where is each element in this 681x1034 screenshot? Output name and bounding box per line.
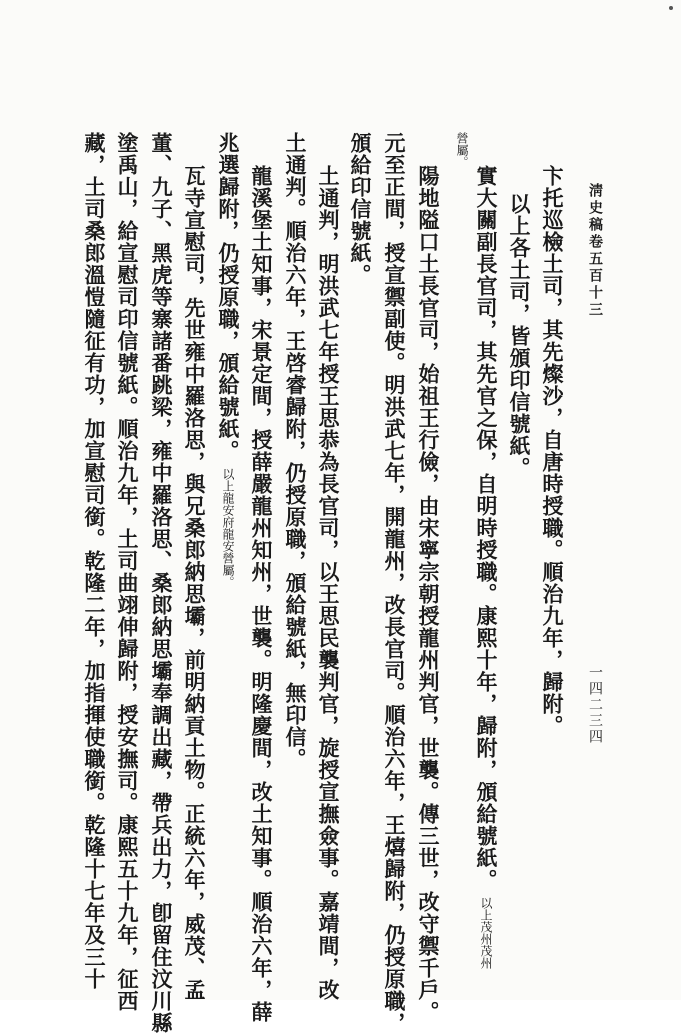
text-column-4-note: 營屬。	[455, 132, 469, 168]
text-column-9: 土通判。順治六年，王啓睿歸附，仍授原職，頒給號紙，無印信。	[283, 132, 308, 770]
text-column-11	[218, 132, 239, 588]
text-column-7: 頒給印信號紙。	[348, 132, 373, 286]
text-column-8: 土通判，明洪武七年授王思恭為長官司，以王思民襲判官，旋授宣撫僉事。嘉靖間，改	[316, 165, 341, 1001]
text-column-1: 卞托巡檢土司，其先燦沙，自唐時授職。順治九年，歸附。	[540, 165, 565, 737]
corner-speck	[669, 6, 673, 10]
text-column-14: 塗禹山，給宣慰司印信號紙。順治九年，土司曲翊伸歸附，授安撫司。康熙五十九年，征西	[115, 132, 140, 1012]
column-11-text: 兆選歸附，仍授原職，頒給號紙。	[216, 132, 241, 462]
page-number: 一四二三四	[587, 665, 603, 745]
column-3-note: 以上茂州茂州	[479, 897, 493, 969]
column-3-text: 實大關副長官司，其先官之保，自明時授職。康熙十年，歸附，頒給號紙。	[474, 165, 499, 891]
text-column-6: 元至正間，授宣禦副使。明洪武七年，開龍州，改長官司。順治六年，王熺歸附，仍授原職，	[382, 132, 407, 1034]
text-column-12: 瓦寺宣慰司，先世雍中羅洛思，與兄桑郎納思壩，前明納貢土物。正統六年，威茂、孟	[182, 165, 207, 1001]
column-11-note: 以上龍安府龍安營屬。	[221, 468, 235, 588]
text-column-10: 龍溪堡土知事，宋景定間，授薛嚴龍州知州，世襲。明隆慶間，改土知事。順治六年，薛	[249, 165, 274, 1023]
text-column-2: 以上各土司，皆頒印信號紙。	[507, 193, 532, 479]
running-header: 淸史稿卷五百十三	[587, 183, 603, 319]
text-column-3	[476, 165, 497, 969]
text-column-5: 陽地隘口土長官司，始祖王行儉，由宋寧宗朝授龍州判官，世襲。傳三世，改守禦千戶。	[416, 165, 441, 1023]
text-column-13: 董、九子、黑虎等寨諸番跳梁，雍中羅洛思、桑郎納思壩奉調出藏，帶兵出力，卽留住汶川縣	[149, 132, 174, 1034]
text-column-15: 藏，土司桑郎溫愷隨征有功，加宣慰司銜。乾隆二年，加指揮使職銜。乾隆十七年及三十	[82, 132, 107, 990]
